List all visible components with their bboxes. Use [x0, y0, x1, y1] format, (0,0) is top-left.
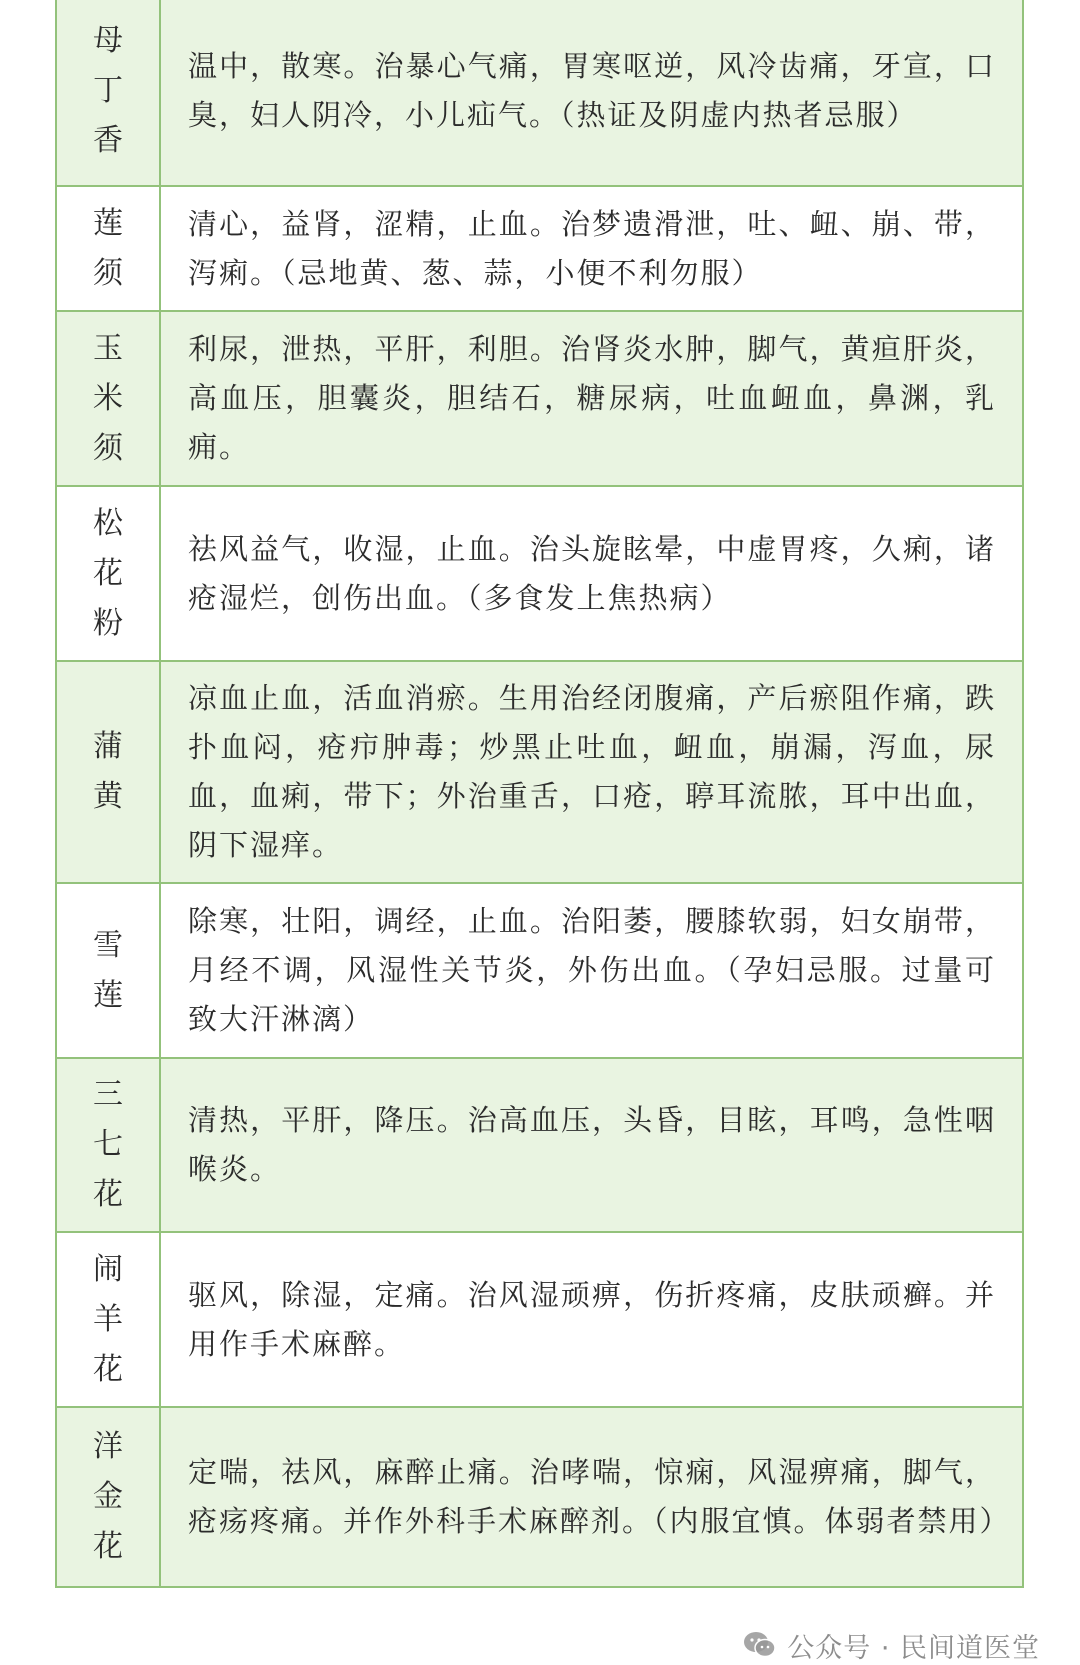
herb-name-cell: [56, 0, 160, 186]
herb-name: 松花粉: [93, 505, 123, 641]
herb-name-cell: [56, 486, 160, 661]
herb-name: 母丁香: [93, 22, 123, 158]
herb-desc-cell: [160, 486, 1023, 661]
wechat-icon: [743, 1630, 777, 1660]
table-row: [56, 1232, 1023, 1407]
herb-description: 驱风，除湿，定痛。治风湿顽痹，伤折疼痛，皮肤顽癣。并用作手术麻醉。: [188, 1277, 996, 1361]
wechat-watermark: [743, 1628, 1040, 1662]
herb-name-cell: [56, 1407, 160, 1587]
table-row: [56, 1407, 1023, 1587]
herb-desc-cell: [160, 1058, 1023, 1232]
table-row: [56, 0, 1023, 186]
herb-description: 祛风益气，收湿，止血。治头旋眩晕，中虚胃疼，久痢，诸疮湿烂，创伤出血。（多食发上焦热病）: [188, 531, 996, 615]
table-row: [56, 311, 1023, 486]
herb-name: 三七花: [93, 1077, 123, 1212]
herb-name-cell: [56, 661, 160, 883]
herb-name: 闹羊花: [93, 1251, 123, 1387]
herb-name-cell: [56, 311, 160, 486]
herb-description: 除寒，壮阳，调经，止血。治阳萎，腰膝软弱，妇女崩带，月经不调，风湿性关节炎，外伤出血。（孕妇忌服。过量可致大汗淋漓）: [188, 904, 996, 1036]
herb-description: 凉血止血，活血消瘀。生用治经闭腹痛，产后瘀阻作痛，跌扑血闷，疮疖肿毒；炒黑止吐血，衄血，崩漏，泻血，尿血，血痢，带下；外治重舌，口疮，聤耳流脓，耳中出血，阴下湿痒。: [188, 681, 996, 862]
herb-description: 清热，平肝，降压。治高血压，头昏，目眩，耳鸣，急性咽喉炎。: [188, 1103, 996, 1186]
herb-desc-cell: [160, 311, 1023, 486]
watermark-text: 公众号 · 民间道医堂: [787, 1632, 1040, 1664]
herb-desc-cell: [160, 883, 1023, 1058]
herb-name: 雪莲: [93, 927, 123, 1013]
table-row: [56, 661, 1023, 883]
herb-name: 莲须: [93, 205, 123, 291]
herb-name-cell: [56, 883, 160, 1058]
herb-desc-cell: [160, 661, 1023, 883]
herb-description: 利尿，泄热，平肝，利胆。治肾炎水肿，脚气，黄疸肝炎，高血压，胆囊炎，胆结石，糖尿病，吐血衄血，鼻渊，乳痈。: [188, 332, 996, 464]
herb-desc-cell: [160, 0, 1023, 186]
herb-name: 玉米须: [93, 330, 123, 466]
herb-description: 定喘，祛风，麻醉止痛。治哮喘，惊痫，风湿痹痛，脚气，疮疡疼痛。并作外科手术麻醉剂。（内服宜慎。体弱者禁用）: [188, 1455, 1011, 1538]
herb-desc-cell: [160, 186, 1023, 311]
herb-name-cell: [56, 1232, 160, 1407]
table-row: [56, 1058, 1023, 1232]
table-row: [56, 883, 1023, 1058]
table-row: [56, 186, 1023, 311]
herb-description: 清心，益肾，涩精，止血。治梦遗滑泄，吐、衄、崩、带，泻痢。（忌地黄、葱、蒜，小便不利勿服）: [188, 206, 996, 290]
herb-table: [55, 0, 1024, 1588]
herb-name: 洋金花: [93, 1429, 123, 1564]
table-row: [56, 486, 1023, 661]
herb-desc-cell: [160, 1407, 1023, 1587]
herb-name: 蒲黄: [93, 729, 123, 814]
herb-name-cell: [56, 186, 160, 311]
herb-description: 温中，散寒。治暴心气痛，胃寒呕逆，风冷齿痛，牙宣，口臭，妇人阴冷，小儿疝气。（热证及阴虚内热者忌服）: [188, 48, 996, 132]
herb-desc-cell: [160, 1232, 1023, 1407]
herb-name-cell: [56, 1058, 160, 1232]
